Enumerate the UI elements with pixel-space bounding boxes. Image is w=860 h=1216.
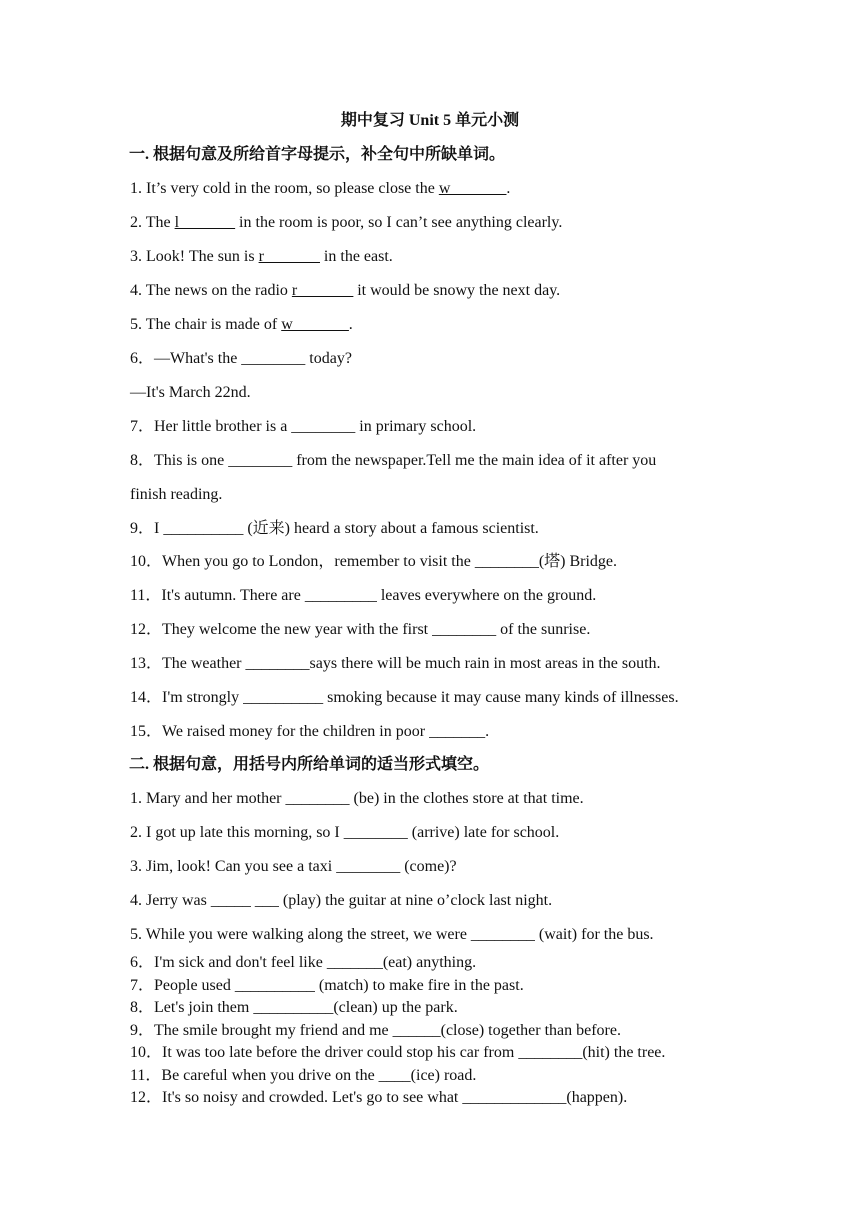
- s2-item-1: 1. Mary and her mother ________ (be) in the clothes store at that time.: [130, 790, 584, 807]
- s1-item-1-blank: w_______: [438, 180, 507, 197]
- s1-item-4-text: 4. The news on the radio: [130, 282, 292, 299]
- s1-item-3: [130, 247, 393, 267]
- s1-item-14: 14．I'm strongly __________ smoking because it may cause many kinds of illnesses.: [130, 689, 679, 706]
- s1-item-2-end: in the room is poor, so I can’t see anything clearly.: [235, 214, 563, 231]
- s2-item-9: 9．The smile brought my friend and me ______(close) together than before.: [130, 1022, 621, 1039]
- s2-item-11: 11．Be careful when you drive on the ____(ice) road.: [130, 1067, 477, 1084]
- s1-item-3-text: 3. Look! The sun is: [130, 248, 259, 265]
- s2-item-2: 2. I got up late this morning, so I ________ (arrive) late for school.: [130, 824, 560, 841]
- s2-item-4: 4. Jerry was _____ ___ (play) the guitar at nine o’clock last night.: [130, 892, 553, 909]
- section-1-heading: 一. 根据句意及所给首字母提示，补全句中所缺单词。: [129, 146, 506, 163]
- s1-item-2-text: 2. The: [130, 214, 175, 231]
- s2-item-10: 10．It was too late before the driver could stop his car from ________(hit) the tree.: [130, 1044, 666, 1061]
- s1-item-5: [130, 315, 353, 335]
- s1-item-4-end: it would be snowy the next day.: [353, 282, 561, 299]
- s1-item-9: 9．I __________ (近来) heard a story about a famous scientist.: [130, 520, 539, 537]
- s1-item-6-answer: —It's March 22nd.: [130, 384, 251, 401]
- s1-item-10: 10．When you go to London，remember to visit the ________(塔) Bridge.: [130, 553, 618, 570]
- s1-item-6: 6．—What's the ________ today?: [130, 350, 352, 367]
- s1-item-5-blank: w_______: [281, 316, 349, 333]
- s2-item-5: 5. While you were walking along the street, we were ________ (wait) for the bus.: [130, 926, 654, 943]
- s1-item-15: 15．We raised money for the children in poor _______.: [130, 723, 490, 740]
- s1-item-11: 11．It's autumn. There are _________ leaves everywhere on the ground.: [130, 587, 597, 604]
- s2-item-8: 8．Let's join them __________(clean) up the park.: [130, 999, 458, 1016]
- s1-item-7: 7．Her little brother is a ________ in primary school.: [130, 418, 477, 435]
- s1-item-1: [130, 179, 510, 199]
- s1-item-13: 13．The weather ________says there will be much rain in most areas in the south.: [130, 655, 661, 672]
- s1-item-2: [130, 213, 562, 233]
- s1-item-8-cont: finish reading.: [130, 486, 223, 503]
- s1-item-8: 8．This is one ________ from the newspaper.Tell me the main idea of it after you: [130, 452, 657, 469]
- section-2-heading: 二. 根据句意，用括号内所给单词的适当形式填空。: [129, 756, 490, 773]
- s2-item-12: 12．It's so noisy and crowded. Let's go to see what _____________(happen).: [130, 1089, 628, 1106]
- s1-item-1-end: .: [506, 180, 511, 197]
- s1-item-4: [130, 281, 560, 301]
- s1-item-3-blank: r_______: [258, 248, 320, 265]
- s1-item-12: 12．They welcome the new year with the first ________ of the sunrise.: [130, 621, 591, 638]
- s1-item-2-blank: l_______: [174, 214, 236, 231]
- s2-item-7: 7．People used __________ (match) to make fire in the past.: [130, 977, 524, 994]
- s1-item-5-end: .: [348, 316, 353, 333]
- s1-item-1-text: 1. It’s very cold in the room, so please close the: [130, 180, 439, 197]
- s1-item-5-text: 5. The chair is made of: [130, 316, 282, 333]
- s1-item-3-end: in the east.: [319, 248, 393, 265]
- s2-item-6: 6．I'm sick and don't feel like _______(eat) anything.: [130, 954, 477, 971]
- s1-item-4-blank: r_______: [291, 282, 354, 299]
- page-title: 期中复习 Unit 5 单元小测: [340, 112, 520, 129]
- s2-item-3: 3. Jim, look! Can you see a taxi ________ (come)?: [130, 858, 457, 875]
